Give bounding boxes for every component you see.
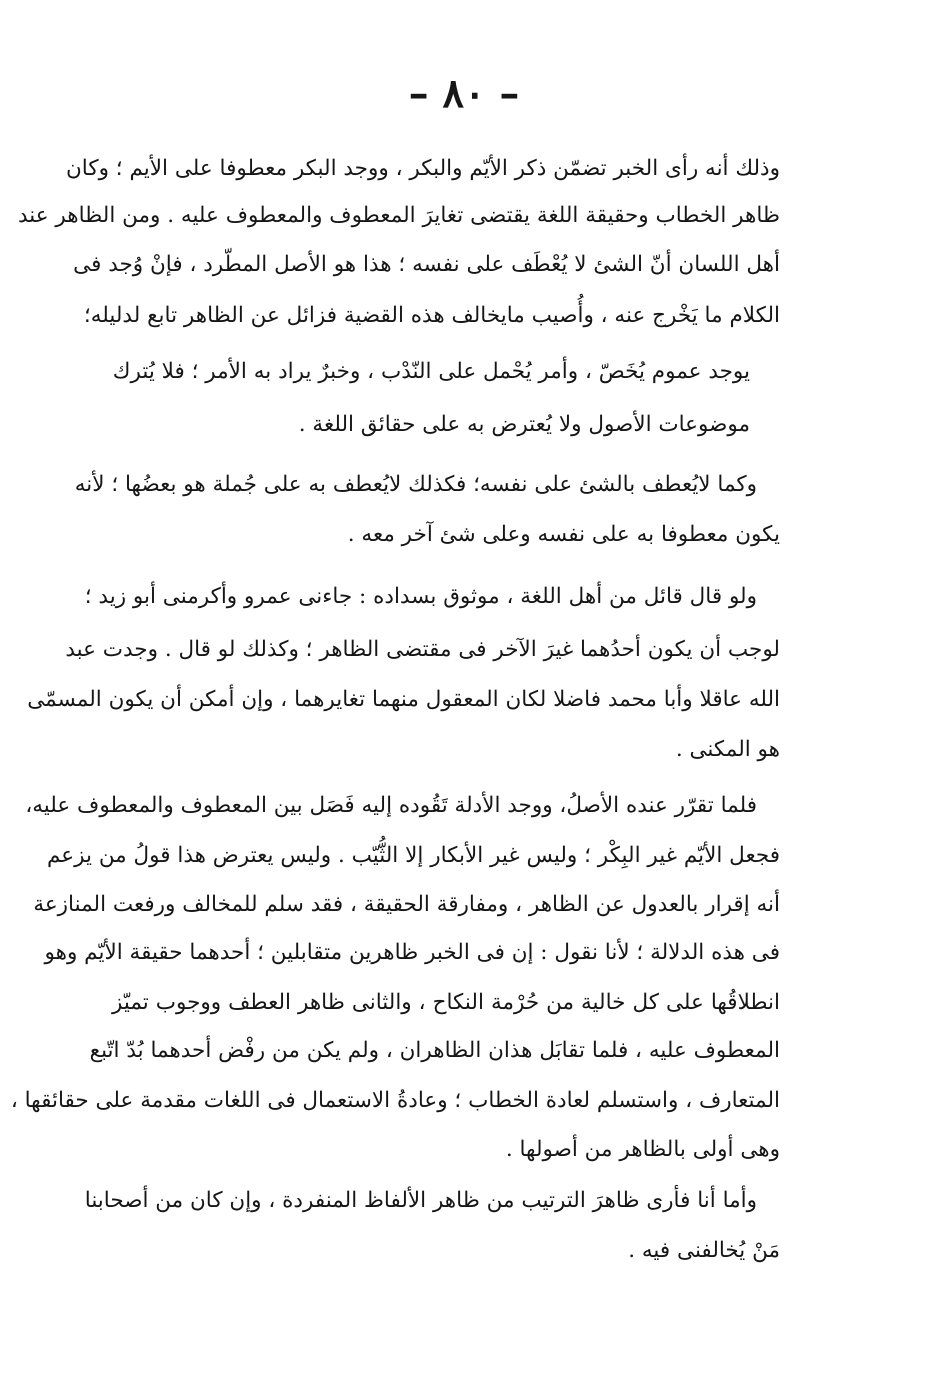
paragraph-3-line-2: لوجب أن يكون أحدُهما غيرَ الآخر فى مقتضى الظاهر ؛ وكذلك لو قال . وجدت عبد xyxy=(65,637,780,662)
page-number: – ٨٠ – xyxy=(408,70,520,117)
paragraph-4-line-7: المتعارف ، واستسلم لعادة الخطاب ؛ وعادةُ الاستعمال فى اللغات مقدمة على حقائقها ، xyxy=(10,1088,780,1113)
paragraph-1-line-4: الكلام ما يَخْرج عنه ، وأُصيب مايخالف هذه القضية فزائل عن الظاهر تابع لدليله؛ xyxy=(83,303,780,328)
paragraph-1-line-2: ظاهر الخطاب وحقيقة اللغة يقتضى تغايرَ المعطوف والمعطوف عليه . ومن الظاهر عند xyxy=(17,203,780,228)
paragraph-2-line-2: يكون معطوفا به على نفسه وعلى شئ آخر معه . xyxy=(347,522,780,547)
paragraph-1-line-3: أهل اللسان أنّ الشئ لا يُعْطَف على نفسه ؛ هذا هو الأصل المطّرد ، فإنْ وُجد فى xyxy=(73,252,780,277)
paragraph-3-line-1: ولو قال قائل من أهل اللغة ، موثوق بسداده : جاءنى عمرو وأكرمنى أبو زيد ؛ xyxy=(84,584,757,609)
paragraph-1-line-5: يوجد عموم يُخَصّ ، وأمر يُحْمل على النّدْب ، وخبرٌ يراد به الأمر ؛ فلا يُترك xyxy=(112,359,750,384)
paragraph-4-line-2: فجعل الأيّم غير البِكْر ؛ وليس غير الأبكار إلا الثُّيّب . وليس يعترض هذا قولُ من يزعم xyxy=(47,843,780,868)
paragraph-4-line-8: وهى أولى بالظاهر من أصولها . xyxy=(505,1137,780,1162)
paragraph-2-line-1: وكما لايُعطف بالشئ على نفسه؛ فكذلك لايُعطف به على جُملة هو بعضُها ؛ لأنه xyxy=(74,472,757,497)
paragraph-5-line-1: وأما أنا فأرى ظاهرَ الترتيب من ظاهر الألفاظ المنفردة ، وإن كان من أصحابنا xyxy=(84,1188,757,1213)
paragraph-3-line-4: هو المكنى . xyxy=(675,737,780,762)
paragraph-4-line-5: انطلاقُها على كل خالية من حُرْمة النكاح ، والثانى ظاهر العطف ووجوب تميّز xyxy=(112,990,780,1015)
paragraph-5-line-2: مَنْ يُخالفنى فيه . xyxy=(628,1238,780,1263)
paragraph-1-line-1: وذلك أنه رأى الخبر تضمّن ذكر الأيّم والبكر ، ووجد البكر معطوفا على الأيم ؛ وكان xyxy=(66,156,780,181)
paragraph-4-line-4: فى هذه الدلالة ؛ لأنا نقول : إن فى الخبر ظاهرين متقابلين ؛ أحدهما حقيقة الأيّم وهو xyxy=(44,940,780,965)
paragraph-3-line-3: الله عاقلا وأبا محمد فاضلا لكان المعقول منهما تغايرهما ، وإن أمكن أن يكون المسمّى xyxy=(27,687,780,712)
paragraph-4-line-6: المعطوف عليه ، فلما تقابَل هذان الظاهران ، ولم يكن من رفْض أحدهما بُدّ اتّبع xyxy=(89,1038,780,1063)
paragraph-4-line-3: أنه إقرار بالعدول عن الظاهر ، ومفارقة الحقيقة ، فقد سلم للمخالف ورفعت المنازعة xyxy=(33,892,780,917)
paragraph-1-line-6: موضوعات الأصول ولا يُعترض به على حقائق اللغة . xyxy=(298,412,750,437)
paragraph-4-line-1: فلما تقرّر عنده الأصلُ، ووجد الأدلة تَقُوده إليه فَصَل بين المعطوف والمعطوف عليه، xyxy=(25,793,757,818)
